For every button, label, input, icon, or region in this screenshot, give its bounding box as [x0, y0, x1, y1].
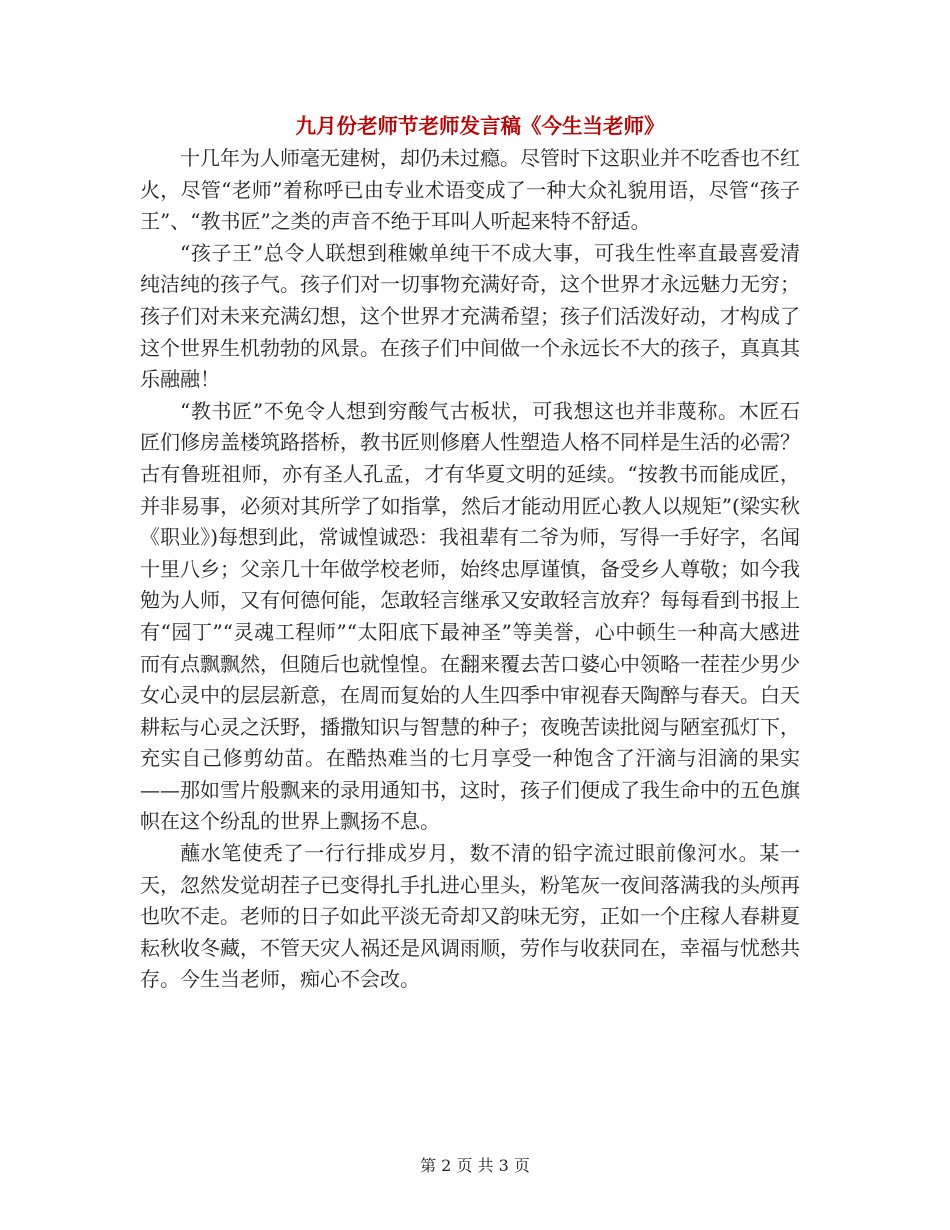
page-number-footer: 第 2 页 共 3 页 [420, 1156, 530, 1175]
document-body [140, 143, 800, 996]
paragraph-1: 十几年为人师毫无建树，却仍未过瘾。尽管时下这职业并不吃香也不红火，尽管“老师”着称呼已由专业术语变成了一种大众礼貌用语，尽管“孩子王”、“教书匠”之类的声音不绝于耳叫人听起来特不舒适。 [140, 146, 800, 234]
paragraph-4: 蘸水笔使秃了一行行排成岁月，数不清的铅字流过眼前像河水。某一天，忽然发觉胡茬子已变得扎手扎进心里头，粉笔灰一夜间落满我的头颅再也吹不走。老师的日子如此平淡无奇却又韵味无穷，正如一个庄稼人春耕夏耘秋收冬藏，不管天灾人祸还是风调雨顺，劳作与收获同在，幸福与忧愁共存。今生当老师，痴心不会改。 [140, 841, 800, 992]
paragraph-2: “孩子王”总令人联想到稚嫩单纯干不成大事，可我生性率直最喜爱清纯洁纯的孩子气。孩子们对一切事物充满好奇，这个世界才永远魅力无穷；孩子们对未来充满幻想，这个世界才充满希望；孩子们活泼好动，才构成了这个世界生机勃勃的风景。在孩子们中间做一个永远长不大的孩子，真真其乐融融！ [140, 240, 800, 392]
document-title: 九月份老师节老师发言稿《今生当老师》 [295, 114, 665, 138]
paragraph-3: “教书匠”不免令人想到穷酸气古板状，可我想这也并非蔑称。木匠石匠们修房盖楼筑路搭桥，教书匠则修磨人性塑造人格不同样是生活的必需？古有鲁班祖师，亦有圣人孔孟，才有华夏文明的延续。“按教书而能成匠，并非易事，必须对其所学了如指掌，然后才能动用匠心教人以规矩”(梁实秋《职业》)每想到此，常诚惶诚恐：我祖辈有二爷为师，写得一手好字，名闻十里八乡；父亲几十年做学校老师，始终忠厚谨慎，备受乡人尊敬；如今我勉为人师，又有何德何能，怎敢轻言继承又安敢轻言放弃？每每看到书报上有“园丁”“灵魂工程师”“太阳底下最神圣”等美誉，心中顿生一种高大感进而有点飘飘然，但随后也就惶惶。在翻来覆去苦口婆心中领略一茬茬少男少女心灵中的层层新意，在周而复始的人生四季中审视春天陶醉与春天。白天耕耘与心灵之沃野，播撒知识与智慧的种子；夜晚苦读批阅与陋室孤灯下，充实自己修剪幼苗。在酷热难当的七月享受一种饱含了汗滴与泪滴的果实——那如雪片般飘来的录用通知书，这时，孩子们便成了我生命中的五色旗帜在这个纷乱的世界上飘扬不息。 [140, 398, 800, 834]
